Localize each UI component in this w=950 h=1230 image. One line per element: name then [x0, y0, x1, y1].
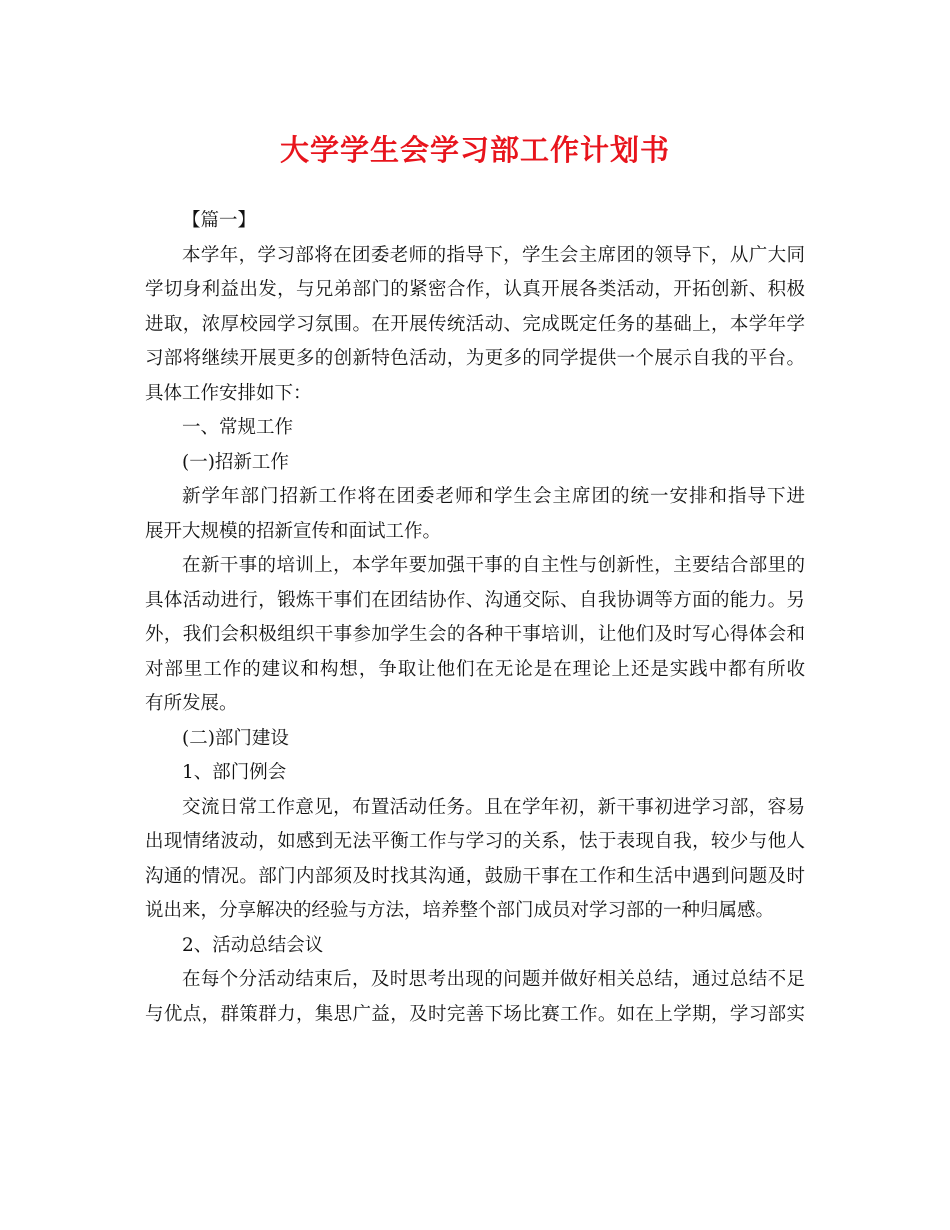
paragraph-line: 进取，浓厚校园学习氛围。在开展传统活动、完成既定任务的基础上，本学年学 [145, 313, 805, 335]
item-heading: 1、部门例会 [182, 762, 287, 783]
paragraph-line: 与优点，群策群力，集思广益，及时完善下场比赛工作。如在上学期，学习部实 [145, 1003, 805, 1025]
paragraph-line: 对部里工作的建议和构想，争取让他们在无论是在理论上还是实践中都有所收 [145, 658, 805, 680]
paragraph-line: 新学年部门招新工作将在团委老师和学生会主席团的统一安排和指导下进 [182, 486, 805, 507]
paragraph-line: 在新干事的培训上，本学年要加强干事的自主性与创新性，主要结合部里的 [182, 555, 805, 576]
paragraph-line: 出现情绪波动，如感到无法平衡工作与学习的关系，怯于表现自我，较少与他人 [145, 831, 805, 852]
section-heading: 一、常规工作 [182, 417, 294, 438]
subsection-heading: (一)招新工作 [182, 451, 289, 473]
paragraph-line: 说出来，分享解决的经验与方法，培养整个部门成员对学习部的一种归属感。 [145, 900, 775, 921]
paragraph-line: 具体工作安排如下： [145, 382, 312, 404]
paragraph-line: 在每个分活动结束后，及时思考出现的问题并做好相关总结，通过总结不足 [182, 969, 805, 990]
item-heading: 2、活动总结会议 [182, 934, 324, 956]
paragraph-line: 外，我们会积极组织干事参加学生会的各种干事培训，让他们及时写心得体会和 [145, 624, 805, 645]
paragraph-line: 学切身利益出发，与兄弟部门的紧密合作，认真开展各类活动，开拓创新、积极 [145, 279, 805, 300]
document-title: 大学学生会学习部工作计划书 [279, 133, 670, 167]
paragraph-line: 具体活动进行，锻炼干事们在团结协作、沟通交际、自我协调等方面的能力。另 [145, 589, 805, 611]
paragraph-line: 展开大规模的招新宣传和面试工作。 [145, 520, 442, 542]
paragraph-line: 交流日常工作意见，布置活动任务。且在学年初，新干事初进学习部，容易 [182, 796, 805, 818]
paragraph-line: 习部将继续开展更多的创新特色活动，为更多的同学提供一个展示自我的平台。 [145, 348, 805, 369]
section-heading: 【篇一】 [182, 210, 257, 231]
paragraph-line: 有所发展。 [145, 693, 238, 714]
document-body [145, 204, 805, 1032]
paragraph-line: 本学年，学习部将在团委老师的指导下，学生会主席团的领导下，从广大同 [182, 244, 805, 266]
paragraph-line: 沟通的情况。部门内部须及时找其沟通，鼓励干事在工作和生活中遇到问题及时 [145, 865, 805, 887]
subsection-heading: (二)部门建设 [182, 727, 289, 749]
